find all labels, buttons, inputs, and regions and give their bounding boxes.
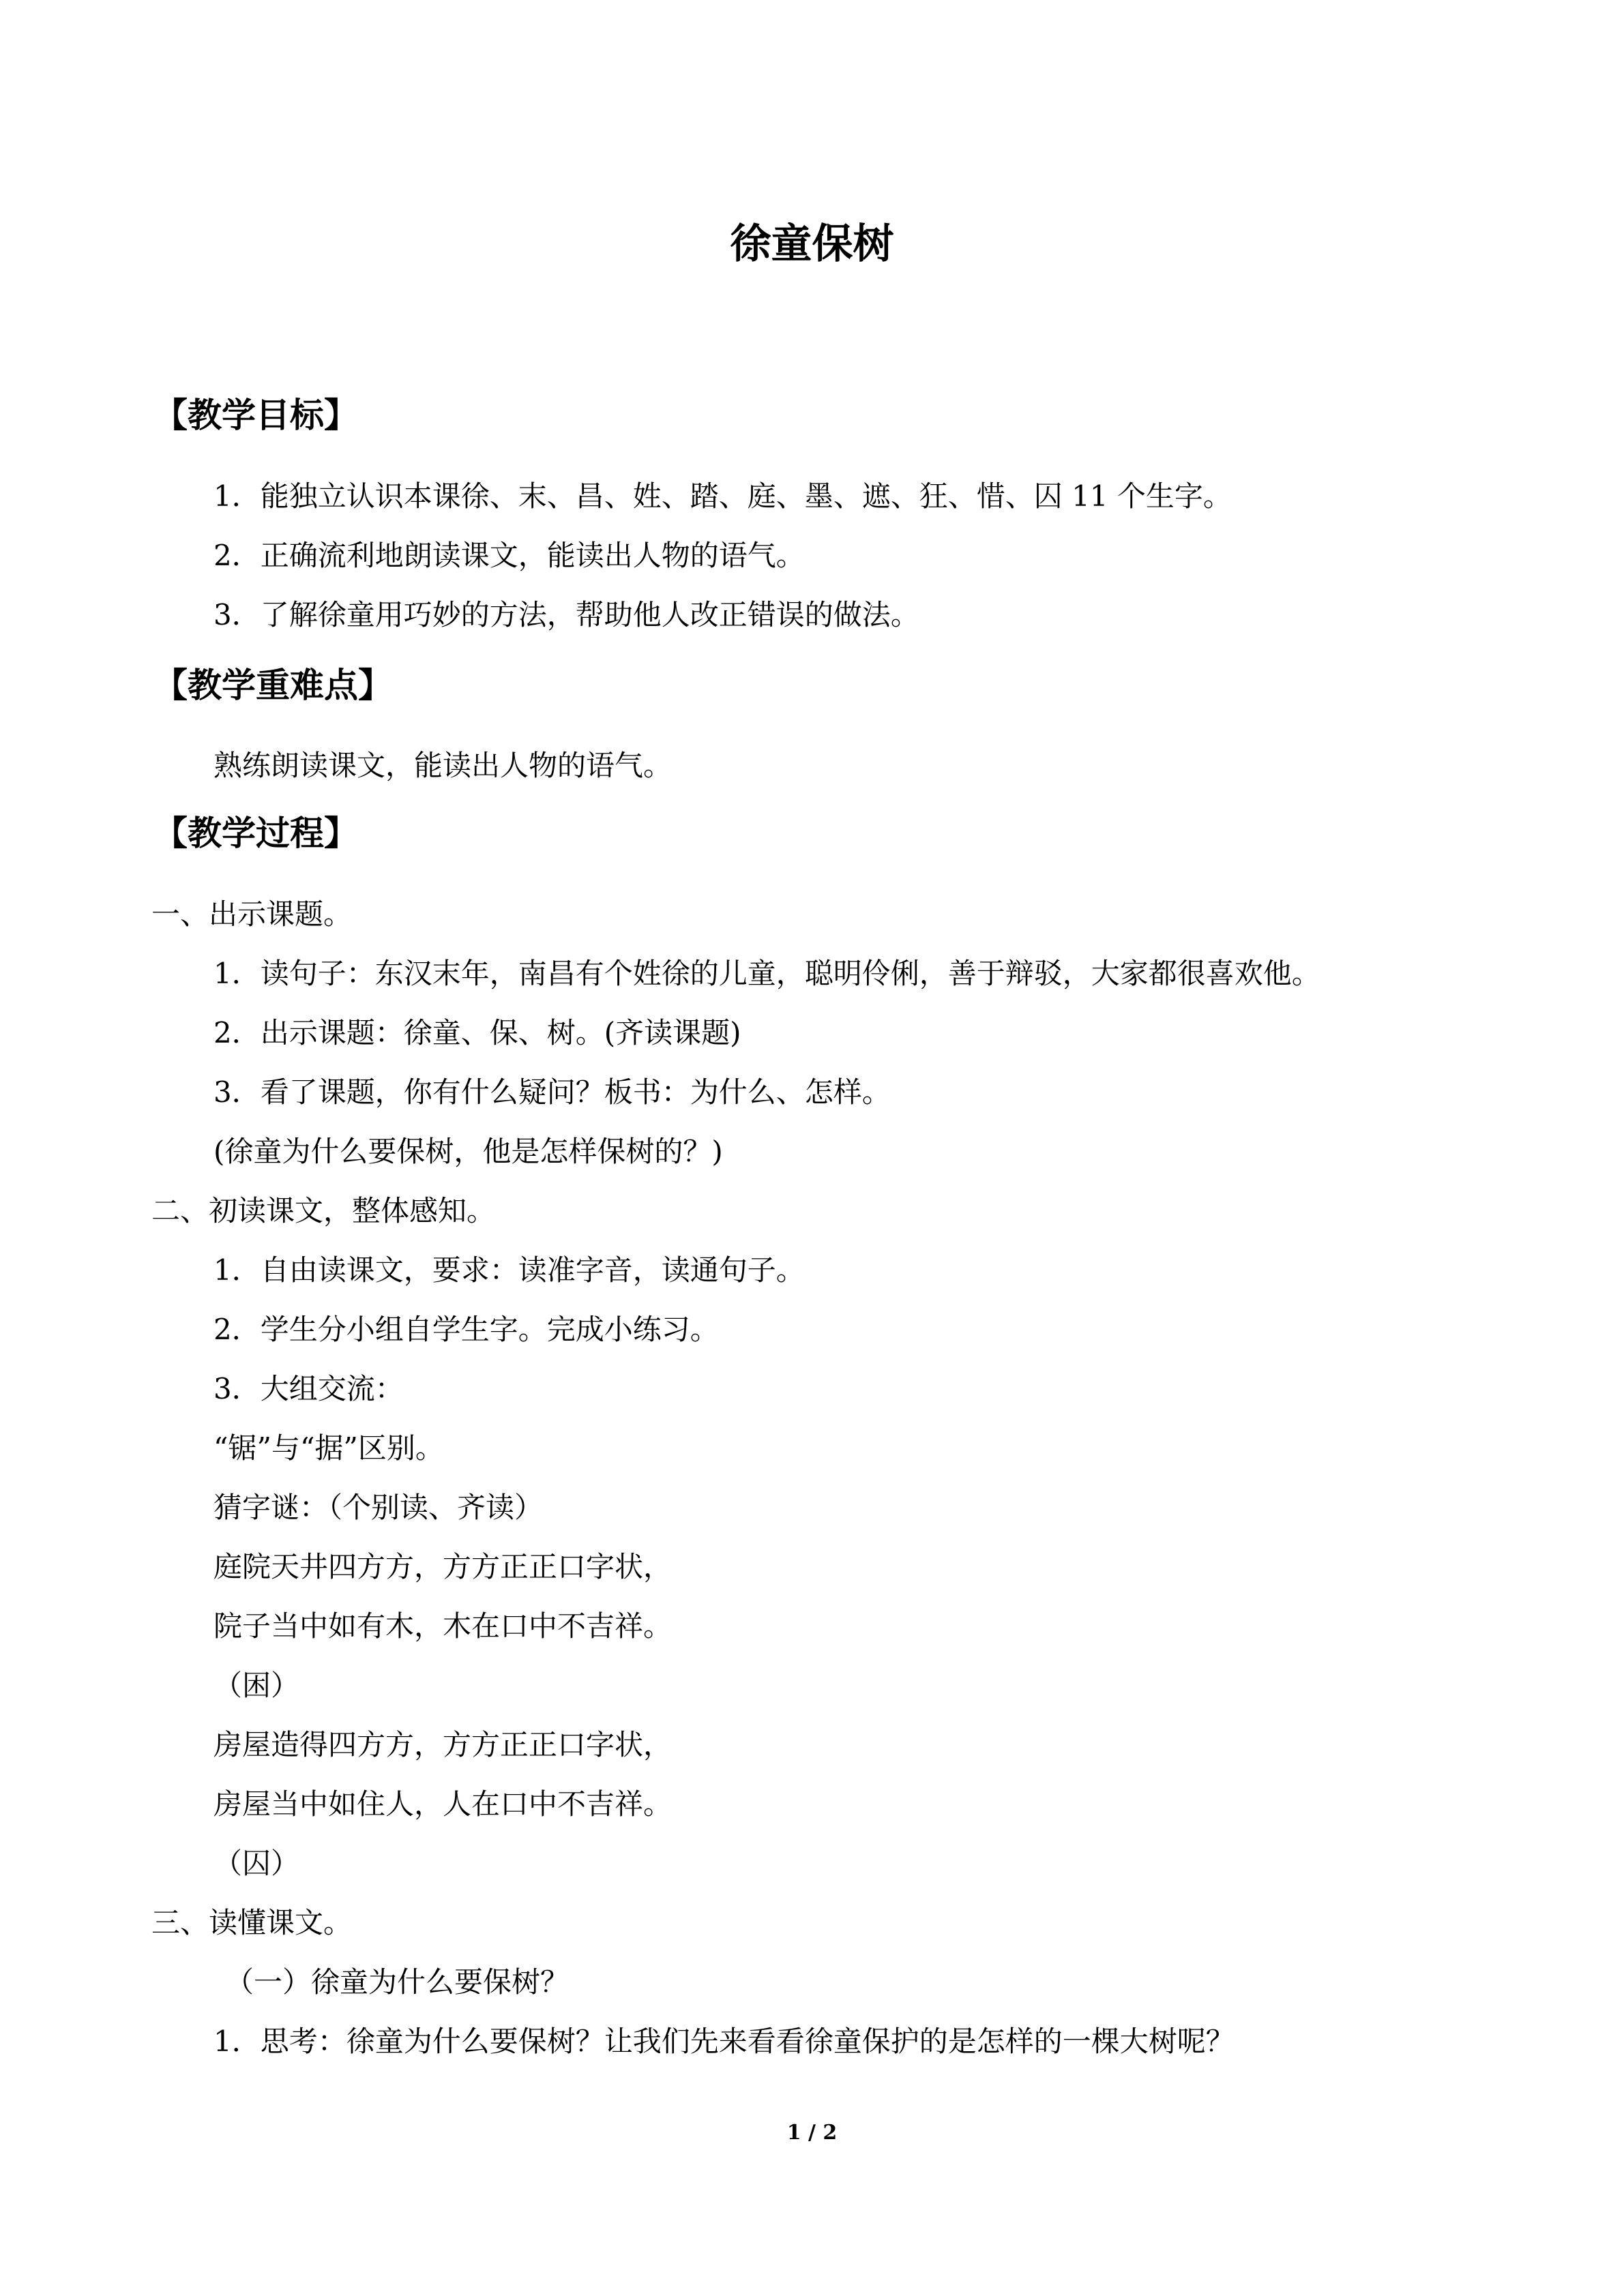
riddle-answer: （囚） bbox=[213, 1847, 300, 1880]
key-points-text: 熟练朗读课文，能读出人物的语气。 bbox=[213, 749, 673, 782]
process-line: 2．学生分小组自学生字。完成小练习。 bbox=[213, 1313, 719, 1346]
section-heading-key-points: 【教学重难点】 bbox=[153, 666, 392, 705]
riddle-line: 房屋当中如住人，人在口中不吉祥。 bbox=[213, 1787, 673, 1821]
process-line: 1．思考：徐童为什么要保树？让我们先来看看徐童保护的是怎样的一棵大树呢？ bbox=[213, 2025, 1235, 2058]
goal-item: 3．了解徐童用巧妙的方法，帮助他人改正错误的做法。 bbox=[213, 598, 919, 631]
process-step-heading: 三、读懂课文。 bbox=[151, 1906, 353, 1939]
riddle-line: 庭院天井四方方，方方正正口字状， bbox=[213, 1550, 673, 1583]
riddle-answer: （困） bbox=[213, 1669, 300, 1702]
document-title: 徐童保树 bbox=[730, 220, 894, 268]
section-heading-goals: 【教学目标】 bbox=[153, 396, 358, 435]
process-step-heading: 一、出示课题。 bbox=[151, 897, 353, 931]
process-step-heading: 二、初读课文，整体感知。 bbox=[151, 1194, 496, 1227]
page-number: 1 / 2 bbox=[786, 2121, 838, 2145]
process-line: 3．看了课题，你有什么疑问？板书：为什么、怎样。 bbox=[213, 1075, 891, 1109]
riddle-line: 院子当中如有木，木在口中不吉祥。 bbox=[213, 1609, 673, 1643]
goal-item: 2．正确流利地朗读课文，能读出人物的语气。 bbox=[213, 539, 805, 572]
goal-item: 1．能独立认识本课徐、末、昌、姓、踏、庭、墨、遮、狂、惜、囚 11 个生字。 bbox=[213, 479, 1232, 513]
process-line: (徐童为什么要保树，他是怎样保树的？) bbox=[213, 1135, 723, 1168]
process-line: 2．出示课题：徐童、保、树。(齐读课题) bbox=[213, 1016, 741, 1049]
process-line: 猜字谜：（个别读、齐读） bbox=[213, 1491, 544, 1524]
process-line: 1．自由读课文，要求：读准字音，读通句子。 bbox=[213, 1253, 805, 1287]
process-subheading: （一）徐童为什么要保树？ bbox=[225, 1965, 570, 1999]
process-line: 1．读句子：东汉末年，南昌有个姓徐的儿童，聪明伶俐，善于辩驳，大家都很喜欢他。 bbox=[213, 957, 1320, 990]
section-heading-process: 【教学过程】 bbox=[153, 814, 358, 853]
process-line: 3．大组交流： bbox=[213, 1372, 404, 1405]
process-line: “锯”与“据”区别。 bbox=[213, 1431, 444, 1465]
riddle-line: 房屋造得四方方，方方正正口字状， bbox=[213, 1728, 673, 1761]
